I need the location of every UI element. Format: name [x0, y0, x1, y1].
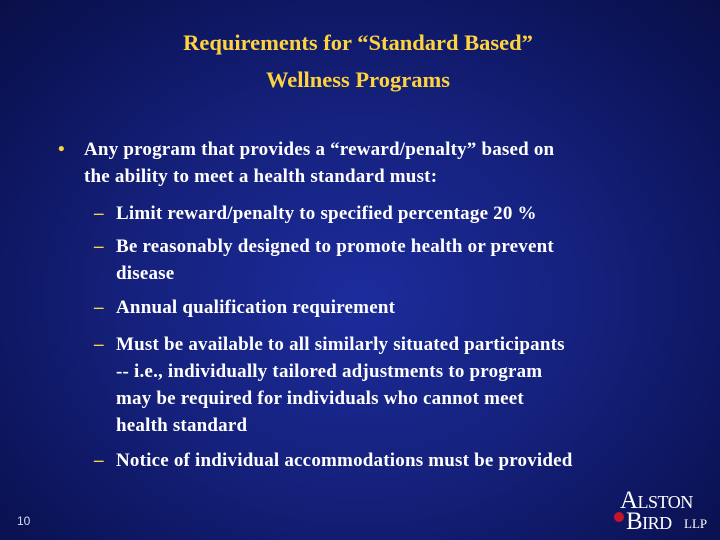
sub-bullet-5-line-1: Notice of individual accommodations must be provided	[116, 450, 573, 471]
logo-name-line-1: Alston	[620, 487, 693, 514]
sub-bullet-2-line-1: Be reasonably designed to promote health or prevent	[116, 236, 554, 257]
dash-icon: –	[94, 203, 104, 224]
sub-bullet-2-line-2: disease	[116, 263, 175, 284]
bullet-icon: •	[58, 139, 65, 160]
main-bullet	[58, 136, 684, 190]
sub-bullet-4	[94, 331, 696, 439]
sub-bullet-1	[94, 200, 696, 227]
sub-bullet-1-line-1: Limit reward/penalty to specified percentage 20 %	[116, 203, 537, 224]
slide-title-line-1: Requirements for “Standard Based”	[183, 30, 533, 55]
slide-title-line-2: Wellness Programs	[266, 67, 450, 92]
sub-bullet-3	[94, 294, 696, 321]
logo-suffix: LLP	[684, 516, 708, 531]
sub-bullet-5	[94, 447, 696, 474]
sub-bullet-4-line-1: Must be available to all similarly situated participants	[116, 334, 565, 355]
dash-icon: –	[94, 297, 104, 318]
sub-bullet-2	[94, 233, 696, 287]
page-number: 10	[17, 514, 31, 528]
alston-bird-logo	[612, 488, 712, 534]
dash-icon: –	[94, 236, 104, 257]
sub-bullet-3-line-1: Annual qualification requirement	[116, 297, 396, 318]
dash-icon: –	[94, 334, 104, 355]
sub-bullet-4-line-4: health standard	[116, 415, 248, 436]
slide-title	[0, 24, 716, 98]
sub-bullet-4-line-3: may be required for individuals who cannot meet	[116, 388, 524, 409]
sub-bullet-4-line-2: -- i.e., individually tailored adjustments to program	[116, 361, 543, 382]
main-bullet-line-2: the ability to meet a health standard must:	[84, 166, 438, 187]
logo-name-line-2: Bird	[626, 508, 672, 535]
main-bullet-line-1: Any program that provides a “reward/penalty” based on	[84, 139, 555, 160]
dash-icon: –	[94, 450, 104, 471]
